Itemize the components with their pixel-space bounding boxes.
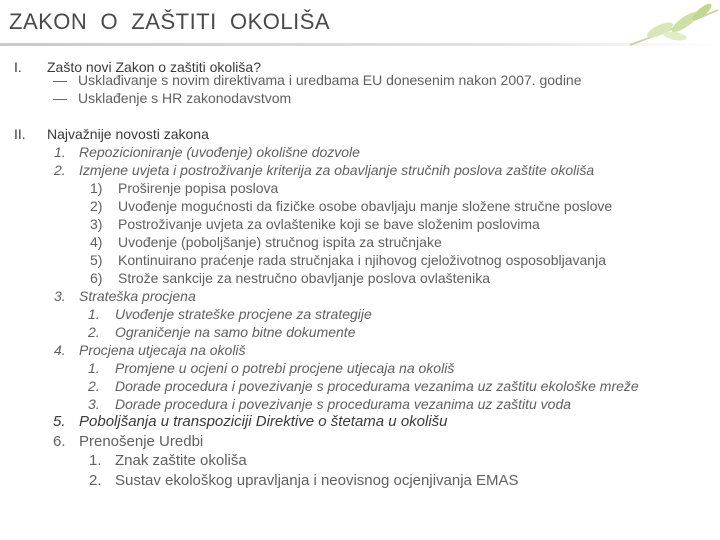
slide-title: ZAKON O ZAŠTITI OKOLIŠA (9, 9, 331, 34)
item-marker: — (53, 72, 67, 88)
subitem-marker: 3. (88, 396, 100, 412)
subitem-marker: 1. (89, 452, 102, 469)
subitem-marker: 2) (90, 198, 103, 214)
list-item: Izmjene uvjeta i postroživanje kriterija za obavljanje stručnih poslova zaštite okoliša (79, 162, 595, 178)
item-marker: 5. (53, 413, 66, 430)
sub-list-item: Uvođenje mogućnosti da fizičke osobe obavljaju manje složene stručne poslove (118, 198, 613, 214)
subitem-marker: 2. (88, 324, 100, 340)
item-marker: 6. (53, 433, 66, 450)
subitem-marker: 2. (89, 472, 102, 489)
list-item: Repozicioniranje (uvođenje) okolišne dozvole (79, 144, 360, 160)
subitem-marker: 1. (88, 306, 100, 322)
list-item: Poboljšanja u transpoziciji Direktive o štetama u okolišu (79, 413, 448, 430)
sub-list-item: Uvođenje strateške procjene za strategije (115, 306, 372, 322)
item-marker: 4. (54, 342, 66, 358)
item-marker: 2. (54, 162, 66, 178)
list-item: Prenošenje Uredbi (79, 433, 204, 450)
sub-list-item: Ograničenje na samo bitne dokumente (115, 324, 356, 340)
sub-list-item: Postroživanje uvjeta za ovlaštenike koji se bave složenim poslovima (118, 216, 540, 232)
sub-list-item: Dorade procedura i povezivanje s procedurama vezanima uz zaštitu ekološke mreže (115, 378, 639, 394)
subitem-marker: 6) (90, 270, 103, 286)
sub-list-item: Sustav ekološkog upravljanja i neovisnog ocjenjivanja EMAS (115, 472, 519, 489)
item-marker: 1. (54, 144, 66, 160)
section-heading-2: Najvažnije novosti zakona (47, 126, 209, 142)
subitem-marker: 3) (90, 216, 103, 232)
section-numeral-1: I. (14, 59, 22, 75)
sub-list-item: Strože sankcije za nestručno obavljanje poslova ovlaštenika (118, 270, 490, 286)
leaf-sprig-decoration (600, 0, 720, 55)
sub-list-item: Dorade procedura i povezivanje s procedurama vezanima uz zaštitu voda (115, 396, 572, 412)
sub-list-item: Proširenje popisa poslova (118, 180, 279, 196)
sub-list-item: Kontinuirano praćenje rada stručnjaka i njihovog cjeloživotnog osposobljavanja (118, 252, 606, 268)
list-item: Usklađivanje s novim direktivama i uredbama EU donesenim nakon 2007. godine (78, 72, 582, 88)
item-marker: — (53, 90, 67, 106)
item-marker: 3. (54, 288, 66, 304)
section-numeral-2: II. (14, 126, 26, 142)
list-item: Procjena utjecaja na okoliš (79, 342, 246, 358)
sub-list-item: Uvođenje (poboljšanje) stručnog ispita za stručnjake (118, 234, 442, 250)
sub-list-item: Znak zaštite okoliša (115, 452, 247, 469)
sub-list-item: Promjene u ocjeni o potrebi procjene utjecaja na okoliš (115, 360, 455, 376)
list-item: Usklađenje s HR zakonodavstvom (78, 90, 292, 106)
subitem-marker: 4) (90, 234, 103, 250)
subitem-marker: 1) (90, 180, 103, 196)
subitem-marker: 2. (88, 378, 100, 394)
section-heading-1: Zašto novi Zakon o zaštiti okoliša? (47, 59, 261, 75)
list-item: Strateška procjena (79, 288, 196, 304)
subitem-marker: 5) (90, 252, 103, 268)
subitem-marker: 1. (88, 360, 100, 376)
